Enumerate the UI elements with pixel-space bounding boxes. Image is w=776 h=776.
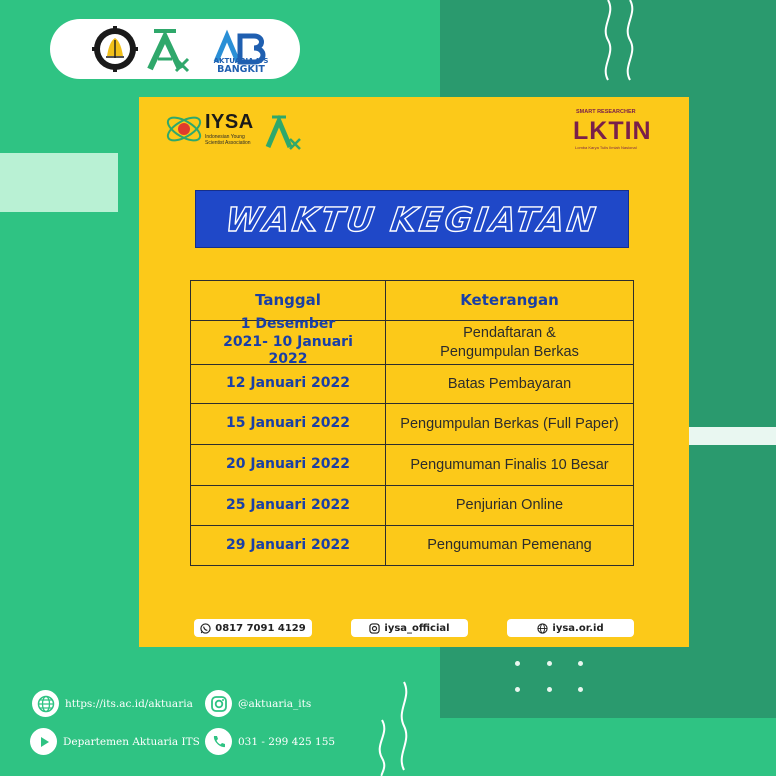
whatsapp-contact[interactable] xyxy=(194,619,312,637)
whatsapp-icon xyxy=(200,623,211,634)
website-url: iysa.or.id xyxy=(552,622,604,634)
row-description: Penjurian Online xyxy=(455,497,564,514)
column-header-description: Keterangan xyxy=(460,291,559,310)
website-contact[interactable] xyxy=(507,619,634,637)
row-description: Pengumuman Pemenang xyxy=(427,537,592,554)
row-date: 20 Januari 2022 xyxy=(191,445,386,485)
dot xyxy=(547,687,552,692)
table-header-row xyxy=(191,281,633,321)
row-date: 25 Januari 2022 xyxy=(191,486,386,525)
footer-play-icon xyxy=(30,728,57,755)
row-description: Batas Pembayaran xyxy=(447,375,572,392)
bangkit-line2: BANGKIT xyxy=(217,64,265,75)
footer-instagram[interactable] xyxy=(205,690,311,717)
footer-phone-number: 031 - 299 425 155 xyxy=(238,735,336,748)
row-description: Pengumpulan Berkas (Full Paper) xyxy=(400,415,619,432)
globe-icon xyxy=(537,623,548,634)
lktin-subtitle: Lomba Karya Tulis Ilmiah Nasional xyxy=(575,145,637,150)
its-logo xyxy=(92,26,138,72)
decorative-light-block xyxy=(0,153,118,212)
lktin-logo xyxy=(569,107,669,151)
instagram-contact[interactable] xyxy=(351,619,468,637)
iysa-name: IYSA xyxy=(205,111,254,133)
bangkit-line1: AKTUARIA ITS xyxy=(213,57,269,65)
dot xyxy=(515,661,520,666)
table-row xyxy=(191,316,633,368)
dot-grid-decoration xyxy=(512,658,592,698)
dot xyxy=(547,661,552,666)
instagram-icon xyxy=(369,623,380,634)
aktuaria-bangkit-text xyxy=(210,58,272,75)
footer-youtube-channel: Departemen Aktuaria ITS xyxy=(63,735,200,748)
instagram-handle: iysa_official xyxy=(384,622,450,634)
table-row xyxy=(191,365,633,404)
page-title: WAKTU KEGIATAN xyxy=(223,199,601,239)
row-date: 12 Januari 2022 xyxy=(191,365,386,403)
table-row xyxy=(191,404,633,445)
dot xyxy=(515,687,520,692)
title-banner xyxy=(195,190,629,248)
row-date: 1 Desember 2021- 10 Januari 2022 xyxy=(191,321,386,364)
dot xyxy=(578,661,583,666)
footer-instagram-icon xyxy=(205,690,232,717)
table-row xyxy=(191,445,633,486)
footer-phone[interactable] xyxy=(205,728,335,755)
row-date: 15 Januari 2022 xyxy=(191,404,386,444)
footer-globe-icon xyxy=(32,690,59,717)
footer-website[interactable] xyxy=(32,690,193,717)
footer-phone-icon xyxy=(205,728,232,755)
dot xyxy=(578,687,583,692)
partner-logos-pill xyxy=(50,19,300,79)
schedule-card xyxy=(139,97,689,647)
column-header-date: Tanggal xyxy=(191,281,386,320)
schedule-table xyxy=(190,280,634,566)
wave-decoration-bottom xyxy=(368,680,418,776)
table-row xyxy=(191,526,633,565)
lktin-wordmark: LKTIN xyxy=(573,117,652,145)
table-row xyxy=(191,486,633,526)
lktin-tagline: SMART RESEARCHER xyxy=(576,109,636,115)
decorative-white-bar xyxy=(689,427,776,445)
iysa-subtitle: Indonesian Young Scientist Association xyxy=(205,134,251,146)
whatsapp-number: 0817 7091 4129 xyxy=(215,622,306,634)
footer-youtube[interactable] xyxy=(30,728,200,755)
aktuaria-ax-logo xyxy=(146,25,190,73)
wave-decoration-top xyxy=(598,0,648,98)
row-date: 29 Januari 2022 xyxy=(191,526,386,565)
row-description: Pendaftaran & Pengumpulan Berkas xyxy=(440,325,579,360)
footer-instagram-handle: @aktuaria_its xyxy=(238,697,312,710)
footer-website-url: https://its.ac.id/aktuaria xyxy=(65,697,193,710)
row-description: Pengumuman Finalis 10 Besar xyxy=(410,456,609,473)
